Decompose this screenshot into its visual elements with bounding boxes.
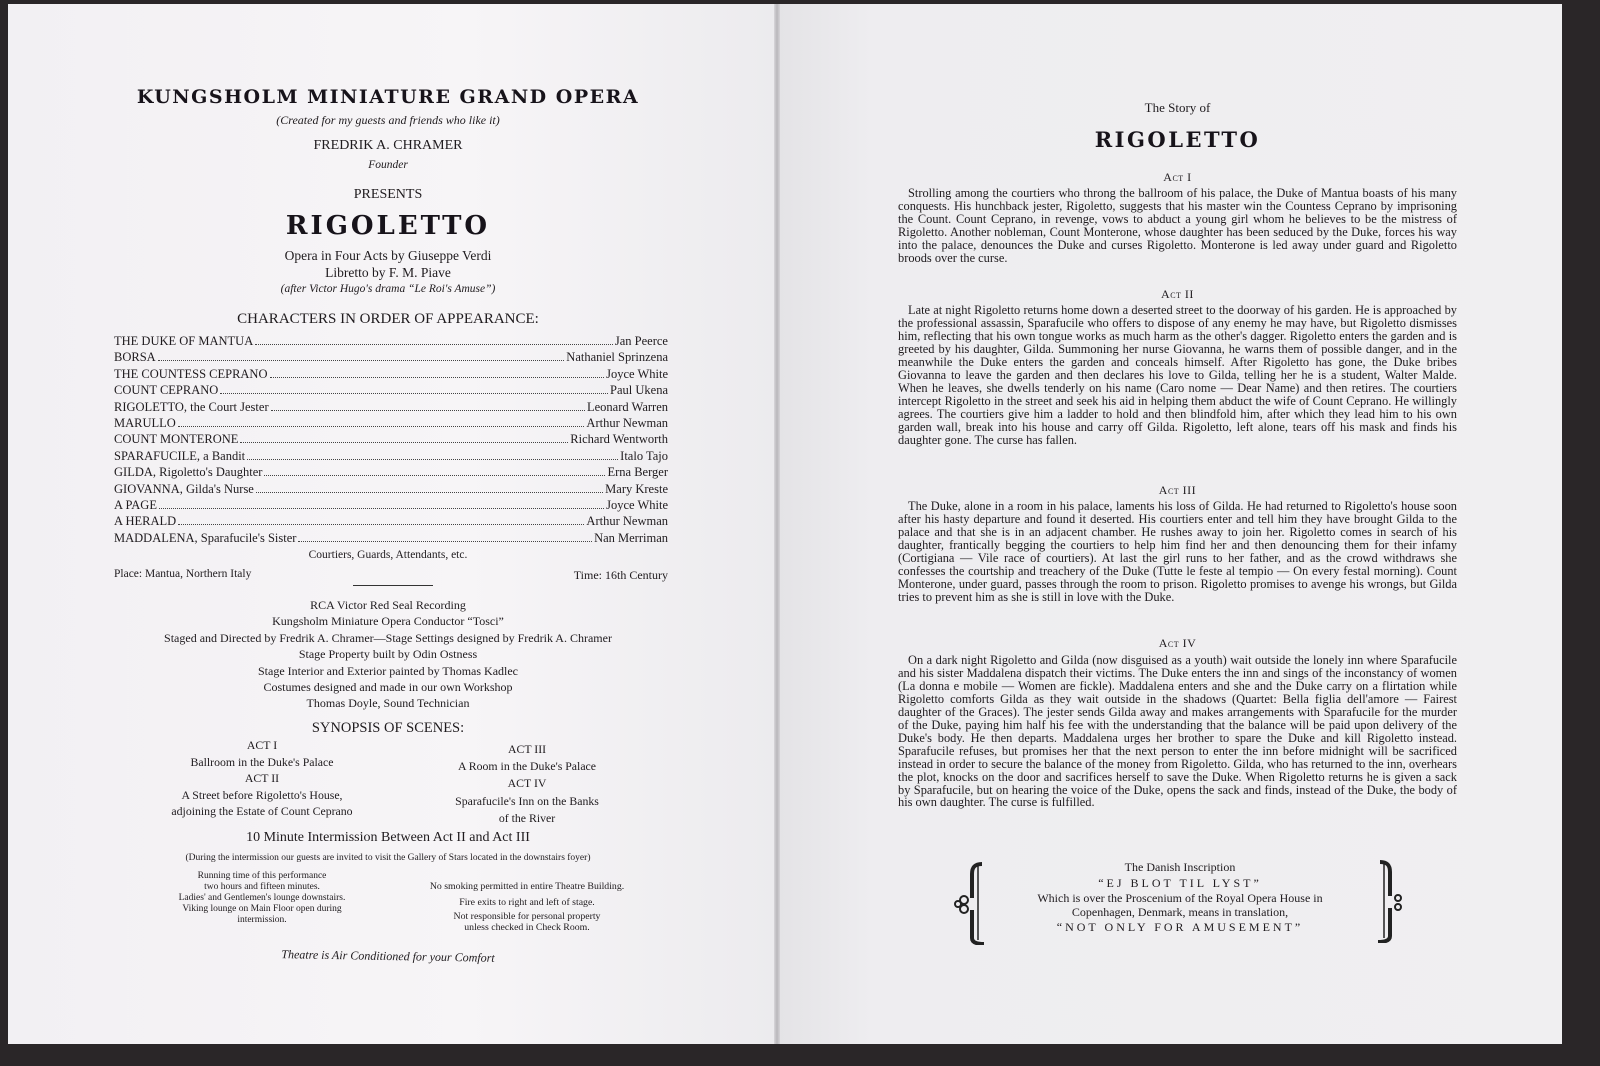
credit-line: Staged and Directed by Fredrik A. Chramer—Stage Settings designed by Fredrik A. Chramer xyxy=(164,630,612,645)
singer: Italo Tajo xyxy=(620,448,668,463)
act-heading: Act IV xyxy=(1158,636,1197,650)
ornamental-bracket-right-icon xyxy=(1372,858,1412,943)
characters-heading: CHARACTERS IN ORDER OF APPEARANCE: xyxy=(237,311,539,327)
role: COUNT CEPRANO xyxy=(114,383,219,398)
credit-line: Stage Interior and Exterior painted by Thomas Kadlec xyxy=(257,663,519,678)
credit-line: Kungsholm Miniature Opera Conductor “Tosci” xyxy=(272,614,504,629)
singer: Nan Merriman xyxy=(594,530,668,545)
role: THE COUNTESS CEPRANO xyxy=(114,366,268,381)
note-line: Fire exits to right and left of stage. xyxy=(459,897,595,908)
role: THE DUKE OF MANTUA xyxy=(114,334,254,348)
role: A PAGE xyxy=(114,497,157,512)
inscription-line: Which is over the Proscenium of the Royal Opera House in xyxy=(1037,891,1323,905)
inscription-heading: The Danish Inscription xyxy=(1124,860,1236,874)
source-credit: (after Victor Hugo's drama “Le Roi's Amuse”) xyxy=(280,283,496,295)
footer-note: Theatre is Air Conditioned for your Comfort xyxy=(281,947,495,965)
cast-row xyxy=(114,482,668,498)
credit-line: Stage Property built by Odin Ostness xyxy=(298,647,478,662)
note-line: No smoking permitted in entire Theatre Building. xyxy=(429,881,625,892)
role: BORSA xyxy=(114,350,156,365)
synopsis-heading: SYNOPSIS OF SCENES: xyxy=(311,720,465,736)
cast-row xyxy=(114,400,668,416)
singer: Joyce White xyxy=(606,366,668,381)
cast-row xyxy=(114,334,668,350)
ornamental-bracket-left-icon xyxy=(952,860,992,945)
note-line: Not responsible for personal property xyxy=(453,911,601,922)
cast-list xyxy=(114,334,668,547)
opera-subtitle: Opera in Four Acts by Giuseppe Verdi xyxy=(284,248,492,263)
founder-title: Founder xyxy=(368,159,408,171)
note-line: Viking lounge on Main Floor open during xyxy=(182,904,342,914)
page-gutter xyxy=(774,4,780,1044)
singer: Arthur Newman xyxy=(586,514,668,529)
act-heading: Act II xyxy=(1161,287,1194,301)
presents-label: PRESENTS xyxy=(353,187,423,202)
singer: Arthur Newman xyxy=(586,415,668,430)
cast-row xyxy=(114,449,668,465)
story-of-label: The Story of xyxy=(1144,100,1211,115)
inscription-danish: “EJ BLOT TIL LYST” xyxy=(1098,876,1262,890)
note-line: two hours and fifteen minutes. xyxy=(204,882,320,892)
note-line: intermission. xyxy=(237,915,287,925)
role: RIGOLETTO, the Court Jester xyxy=(114,399,269,414)
role: MARULLO xyxy=(114,415,176,430)
danish-inscription xyxy=(990,859,1370,935)
credit-line: Costumes designed and made in our own Workshop xyxy=(263,680,513,695)
act-synopsis: The Duke, alone in a room in his palace, laments his loss of Gilda. He had returned to Rigoletto's house soon after his hasty departure and found it deserted. His courtiers enter and tell him they have brought Gilda to the palace and that she is in an adjacent chamber. He rushes away to join her. Rigoletto comes in search of his daughter, frantically begging the courtiers to help him find her and then denouncing them for their infamy (Cortigiana — Vile race of courtiers). At last the girl runs to her father, and as the crowd withdraws she confesses the courtship and treachery of the Duke (Tutte le feste al tempio — On every festal morning). Count Monterone, under guard, passes through the room to prison. Rigoletto promises to avenge his wrongs, but Gilda tries to prevent him as she is still in love with the Duke. xyxy=(898,499,1457,604)
cast-row xyxy=(114,416,668,432)
house-notes-left xyxy=(142,871,382,926)
credit-line: Thomas Doyle, Sound Technician xyxy=(306,696,470,711)
act-synopsis: Late at night Rigoletto returns home down a deserted street to the doorway of his garden. He is approached by the professional assassin, Sparafucile who offers to dispose of any enemy he may have, but Rigoletto dismisses him, reflecting that his own tongue works as much harm as the other's dagger. Rigoletto enters the garden and is greeted by his daughter, Gilda. Summoning her nurse Giovanna, he warns them of possible danger, and in the meanwhile the Duke enters the garden and conceals himself. After Rigoletto has gone, the Duke bribes Giovanna to leave the garden and then declares his love to Gilda, telling her he is a student, Walter Malde. When he leaves, she dwells tenderly on his name (Caro nome — Dear Name) and then retires. The courtiers intercept Rigoletto in the street and seek his aid in helping them abduct the wife of Count Ceprano. He willingly agrees. The courtiers give him a ladder to hold and then blindfold him, after which they lead him to his own garden wall, break into his house and carry off Gilda. Rigoletto, left alone, tears off his mask and finds his daughter gone. The curse has fallen. xyxy=(898,303,1457,447)
company-note: (Created for my guests and friends who like it) xyxy=(276,113,500,127)
scene-desc: of the River xyxy=(498,810,556,825)
scene-desc: Ballroom in the Duke's Palace xyxy=(190,754,334,769)
scene-desc: A Street before Rigoletto's House, xyxy=(181,787,343,802)
role: MADDALENA, Sparafucile's Sister xyxy=(114,530,297,545)
story-title: RIGOLETTO xyxy=(1094,127,1261,152)
role: SPARAFUCILE, a Bandit xyxy=(114,448,246,463)
credit-line: RCA Victor Red Seal Recording xyxy=(310,598,466,612)
scene-desc: A Room in the Duke's Palace xyxy=(457,759,597,774)
singer: Richard Wentworth xyxy=(570,432,668,447)
note-line: Ladies' and Gentlemen's lounge downstairs. xyxy=(178,893,346,903)
singer: Mary Kreste xyxy=(605,481,668,496)
cast-row xyxy=(114,367,668,383)
place-line: Place: Mantua, Northern Italy xyxy=(114,568,252,580)
role: A HERALD xyxy=(114,514,177,529)
scene-act: ACT IV xyxy=(507,776,547,791)
cast-row xyxy=(114,514,668,530)
company-name: KUNGSHOLM MINIATURE GRAND OPERA xyxy=(136,86,640,108)
singer: Leonard Warren xyxy=(586,399,668,414)
cast-row xyxy=(114,465,668,481)
time-line: Time: 16th Century xyxy=(573,568,668,582)
scene-act: ACT II xyxy=(244,771,280,785)
note-line: unless checked in Check Room. xyxy=(464,922,590,933)
inscription-line: Copenhagen, Denmark, means in translation, xyxy=(1071,905,1289,919)
intermission-heading: 10 Minute Intermission Between Act II and Act III xyxy=(246,830,530,845)
role: GIOVANNA, Gilda's Nurse xyxy=(114,481,254,496)
singer: Joyce White xyxy=(606,497,668,512)
scene-desc: Sparafucile's Inn on the Banks xyxy=(455,793,599,808)
scene-act: ACT I xyxy=(246,738,278,752)
inscription-translation: “NOT ONLY FOR AMUSEMENT” xyxy=(1056,920,1304,934)
act-heading: Act III xyxy=(1158,483,1197,497)
act-heading: Act I xyxy=(1163,170,1192,184)
singer: Nathaniel Sprinzena xyxy=(566,350,668,365)
role: COUNT MONTERONE xyxy=(114,432,239,447)
scenes-left xyxy=(132,737,392,820)
divider-rule xyxy=(353,585,433,586)
singer: Jan Peerce xyxy=(614,334,668,348)
production-credits xyxy=(88,597,688,712)
cast-row xyxy=(114,383,668,399)
act-synopsis: On a dark night Rigoletto and Gilda (now disguised as a youth) wait outside the lonely inn where Sparafucile and his sister Maddalena dispatch their victims. The Duke enters the inn and sings of the inconstancy of women (La donna e mobile — Women are fickle). Maddalena enters and she and the Duke carry on a flirtation while Rigoletto comforts Gilda as they wait outside in the shadows (Quartet: Bella figlia dell'amore — Fairest daughter of the Graces). The jester sends Gilda away and makes arrangements with Sparafucile for the murder of the Duke, paying him half his fee with the understanding that the balance will be paid upon delivery of the Duke's body. He then departs. Maddalena urges her brother to spare the Duke and kill Rigoletto instead. Sparafucile refuses, but promises her that the next person to enter the inn before midnight will be sacrificed instead in order to secure the balance of the money from Rigoletto. Gilda, who has returned to the inn, overhears the plot, knocks on the door and sacrifices herself to save the Duke. When Rigoletto returns he is given a sack by Sparafucile, but on hearing the voice of the Duke, opens the sack and finds, instead of the Duke, the body of his own daughter. The curse is fulfilled. xyxy=(898,653,1457,810)
singer: Erna Berger xyxy=(607,465,668,480)
intermission-note: (During the intermission our guests are invited to visit the Gallery of Stars located in the downstairs foyer) xyxy=(185,853,591,863)
role: GILDA, Rigoletto's Daughter xyxy=(114,465,263,480)
singer: Paul Ukena xyxy=(610,383,668,398)
cast-row xyxy=(114,498,668,514)
opera-title: RIGOLETTO xyxy=(285,211,491,241)
note-line: Running time of this performance xyxy=(197,871,327,881)
cast-row xyxy=(114,432,668,448)
scene-act: ACT III xyxy=(507,742,547,756)
house-notes-right xyxy=(397,879,657,933)
cast-row xyxy=(114,350,668,366)
extras-line: Courtiers, Guards, Attendants, etc. xyxy=(308,549,468,561)
founder-name: FREDRIK A. CHRAMER xyxy=(313,138,463,153)
cast-row xyxy=(114,531,668,547)
scenes-right xyxy=(397,741,657,827)
libretto-credit: Libretto by F. M. Piave xyxy=(325,265,451,280)
act-synopsis: Strolling among the courtiers who throng the ballroom of his palace, the Duke of Mantua boasts of his many conquests. His hunchback jester, Rigoletto, suggests that his master win the Countess Ceprano by imprisoning the Count. Count Ceprano, in revenge, vows to abduct a young girl whom he believes to be the mistress of Rigoletto. Another nobleman, Count Monterone, whose daughter has been seduced by the Duke, forces his way into the palace, denounces the Duke and curses Rigoletto. Monterone is led away under guard and Rigoletto broods over the curse. xyxy=(898,186,1457,265)
scene-desc: adjoining the Estate of Count Ceprano xyxy=(171,804,353,818)
